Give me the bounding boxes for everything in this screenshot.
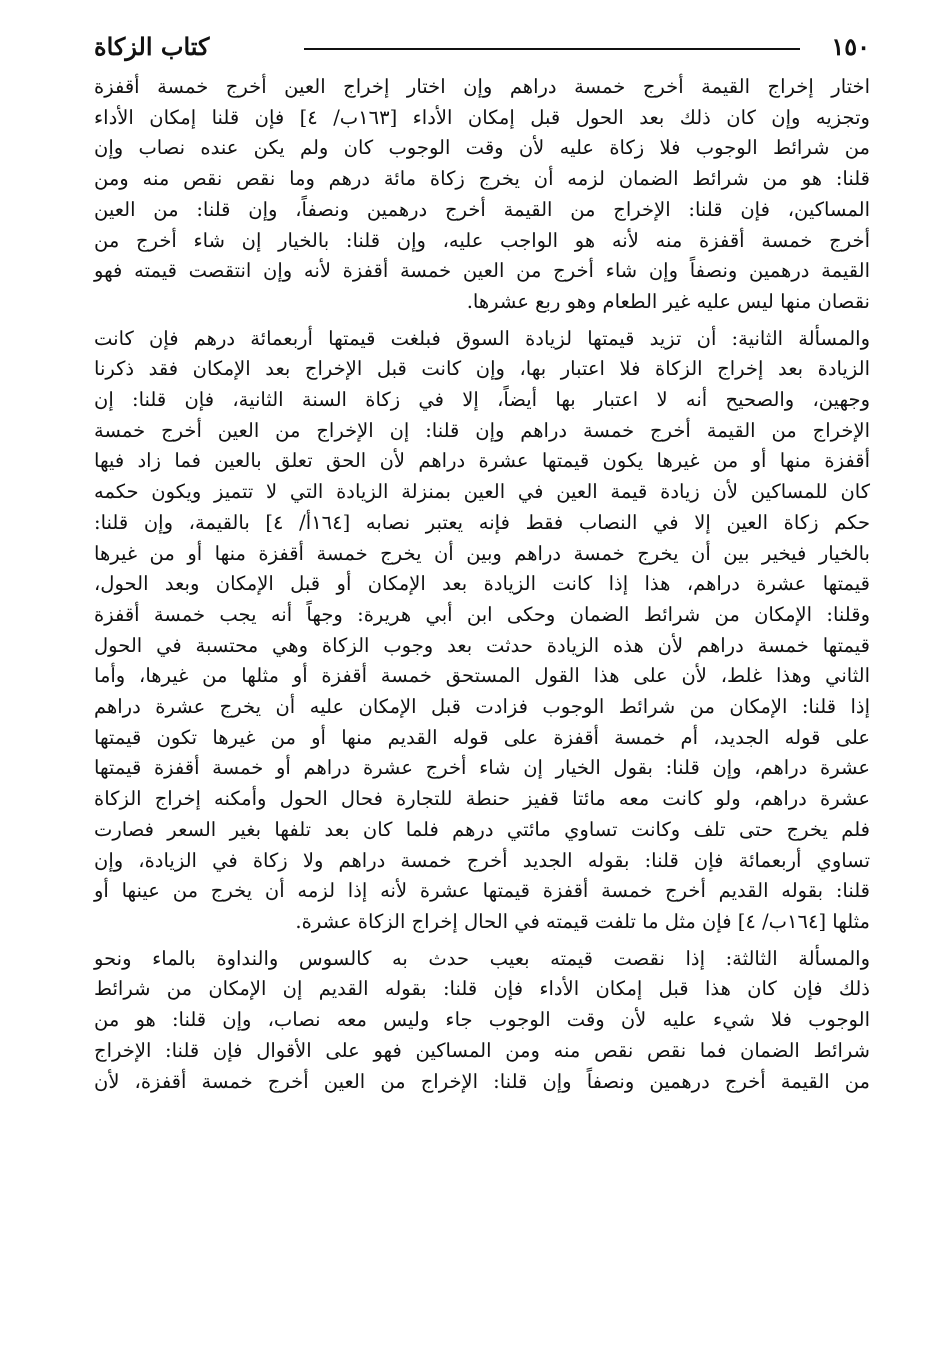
text-line: حكم زكاة العين إلا في النصاب فقط فإنه يعتبر نصابه [١٦٤أ/ ٤] بالقيمة، وإن قلنا: [94, 510, 870, 534]
text-line: وجهين، والصحيح أنه لا اعتبار بها أيضاً، إلا في زكاة السنة الثانية، فإن قلنا: إن [94, 388, 870, 412]
text-line: أقفزة منها أو من غيرها يكون قيمتها عشرة دراهم لأن الحق تعلق بالعين فما زاد فيها [94, 449, 870, 473]
text-line: الزيادة بعد إخراج الزكاة فلا اعتبار بها، وإن كانت قبل الإخراج بعد الإمكان فقد ذكرنا [94, 357, 870, 381]
paragraph-3 [94, 944, 870, 1098]
text-line: عشرة دراهم، ولو كانت معه مائتا قفيز حنطة للتجارة فحال الحول وأمكنه إخراج الزكاة [94, 787, 870, 811]
text-line: نقصان منها ليس عليه غير الطعام وهو ربع عشرها. [466, 289, 870, 313]
text-line: القيمة درهمين ونصفاً وإن شاء أخرج من العين خمسة أقفزة لأنه وإن انتقصت قيمته فهو [94, 259, 870, 283]
text-line: بالخيار فيخير بين أن يخرج خمسة دراهم وبين أن يخرج خمسة أقفزة منها أو من غيرها [94, 541, 870, 565]
text-line: قيمتها خمسة دراهم لأن هذه الزيادة حدثت بعد وجوب الزكاة وهي محتسبة في الحول [94, 633, 870, 657]
text-line: فلم يخرج حتى تلف وكانت تساوي مائتي درهم فلما كان بعد تلفها بغير السعر فصارت [94, 817, 870, 841]
text-line: المساكين، فإن قلنا: الإخراج من القيمة أخرج درهمين ونصفاً، وإن قلنا: من العين [94, 197, 870, 221]
running-header [94, 30, 870, 66]
text-line: والمسألة الثالثة: إذا نقصت قيمته بعيب حدث به كالسوس والنداوة بالماء ونحو [94, 946, 870, 970]
text-line: الوجوب فلا شيء عليه لأن وقت الوجوب جاء وليس معه نصاب، وإن قلنا: هو من [94, 1008, 870, 1032]
text-line: كان للمساكين لأن زيادة قيمة العين في العين بمنزلة الزيادة التي لا تتميز ويكون حكمه [94, 480, 870, 504]
text-line: الإخراج من القيمة أخرج خمسة دراهم وإن قلنا: إن الإخراج من العين أخرج خمسة [94, 418, 870, 442]
text-line: الثاني وهذا غلط، لأن على هذا القول المستحق خمسة أقفزة أو مثلها من غيرها، وأما [94, 664, 870, 688]
header-rule [304, 48, 800, 50]
text-line: على قوله الجديد، أم خمسة أقفزة على قوله القديم منها أو من غيرها تكون قيمتها [94, 725, 870, 749]
text-line: أخرج خمسة أقفزة منه لأنه هو الواجب عليه، وإن قلنا: بالخيار إن شاء أخرج من [94, 228, 870, 252]
paragraph-2 [94, 324, 870, 938]
text-line: من شرائط الوجوب فلا زكاة عليه لأن وقت الوجوب كان ولم يكن عنده نصاب وإن [94, 136, 870, 160]
text-line: إذا قلنا: الإمكان من شرائط الوجوب فزادت قبل الإمكان عليه أن يخرج عشرة دراهم [94, 695, 870, 719]
text-line: قيمتها عشرة دراهم، هذا إذا كانت الزيادة بعد الإمكان أو قبل الإمكان وبعد الحول، [94, 572, 870, 596]
text-line: اختار إخراج القيمة أخرج خمسة دراهم وإن اختار إخراج العين أخرج خمسة أقفزة [94, 75, 870, 98]
text-line: وتجزيه وإن كان ذلك بعد الحول قبل إمكان الأداء [١٦٣ب/ ٤] فإن قلنا إمكان الأداء [94, 105, 870, 129]
text-line: شرائط الضمان فما نقص نقص منه ومن المساكين فهو على الأقوال فإن قلنا: الإخراج [94, 1038, 870, 1062]
text-line: والمسألة الثانية: أن تزيد قيمتها لزيادة السوق فبلغت قيمتها أربعمائة درهم فإن كانت [94, 326, 870, 350]
text-line: قلنا: بقوله القديم أخرج خمسة أقفزة قيمتها عشرة لأنه إذا لزمه أن يخرج من عينها أو [94, 879, 870, 903]
text-line: ذلك فإن كان هذا قبل إمكان الأداء فإن قلنا: بقوله القديم إن الإمكان من شرائط [94, 977, 870, 1001]
text-line: مثلها [١٦٤ب/ ٤] فإن مثل ما تلفت قيمته في الحال إخراج الزكاة عشرة. [295, 909, 870, 933]
book-title: كتاب الزكاة [94, 32, 210, 61]
text-line: وقلنا: الإمكان من شرائط الضمان وحكى ابن أبي هريرة: وجهاً أنه يجب خمسة أقفزة [94, 602, 870, 626]
text-line: عشرة دراهم، وإن قلنا: بقول الخيار إن شاء أخرج عشرة دراهم أو خمسة أقفزة قيمتها [94, 756, 870, 780]
text-line: من القيمة أخرج درهمين ونصفاً وإن قلنا: الإخراج من العين أخرج خمسة أقفزة، لأن [94, 1069, 870, 1093]
page-number: ١٥٠ [831, 32, 870, 61]
text-line: تساوي أربعمائة فإن قلنا: بقوله الجديد أخرج خمسة دراهم ولا زكاة في الزيادة، وإن [94, 848, 870, 872]
paragraph-1 [94, 72, 870, 318]
text-line: قلنا: هو من شرائط الضمان لزمه أن يخرج زكاة مائة درهم وما نقص نقص منه ومن [94, 167, 870, 191]
body-text [94, 72, 870, 1097]
